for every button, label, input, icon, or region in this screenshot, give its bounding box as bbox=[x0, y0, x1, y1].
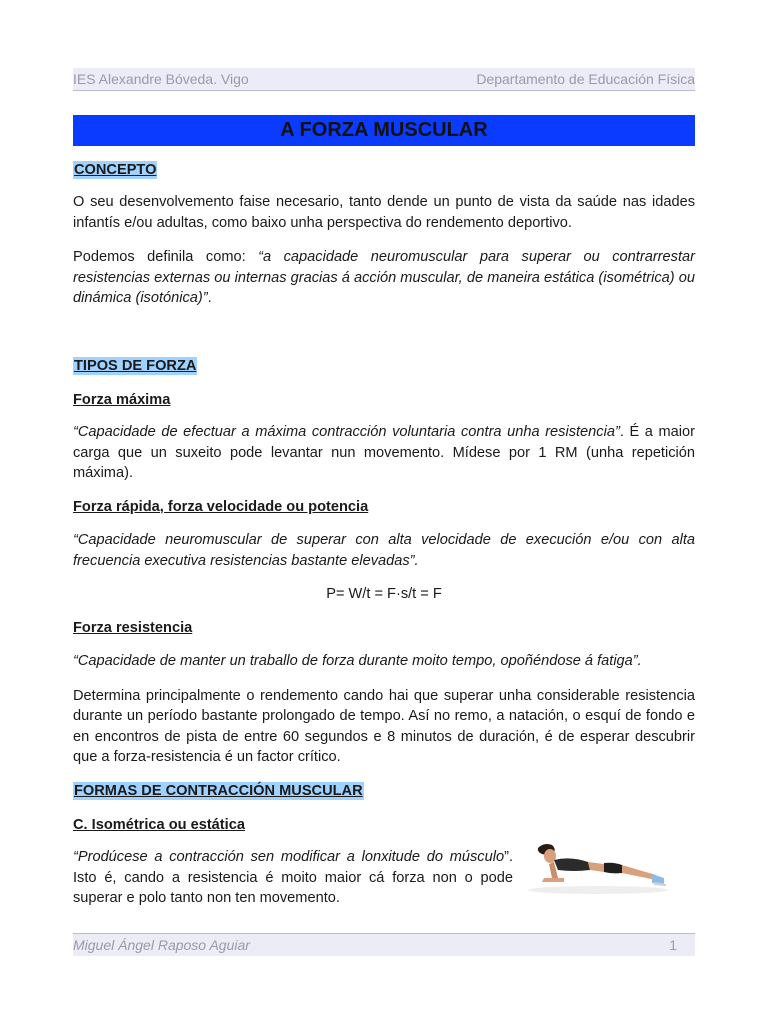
isometrica-paragraph bbox=[73, 847, 513, 909]
page-number: 1 bbox=[669, 937, 677, 953]
forza-maxima-text: . É a maior carga que un suxeito pode levantar nun movemento. Mídese por 1 RM (unha repetición máxima). bbox=[73, 424, 695, 481]
definition-lead: Podemos definila como: bbox=[73, 249, 259, 265]
page-title: A FORZA MUSCULAR bbox=[280, 119, 488, 141]
concepto-paragraph-1: O seu desenvolvemento faise necesario, tanto dende un punto de vista da saúde nas idades infantís e/ou adultas, como baixo unha perspectiva do rendemento deportivo. bbox=[73, 194, 695, 231]
plank-exercise-image bbox=[518, 812, 678, 908]
section-heading-concepto: CONCEPTO bbox=[74, 162, 157, 178]
section-heading-formas: FORMAS DE CONTRACCIÓN MUSCULAR bbox=[74, 782, 363, 799]
footer-author: Miguel Ángel Raposo Aguiar bbox=[73, 937, 250, 953]
definition-end: . bbox=[207, 290, 212, 306]
forza-maxima-quote: “Capacidade de efectuar a máxima contracción voluntaria contra unha resistencia” bbox=[73, 424, 620, 440]
forza-maxima-paragraph bbox=[73, 422, 695, 484]
concepto-paragraph-2 bbox=[73, 247, 695, 309]
document-body bbox=[73, 160, 695, 909]
title-banner bbox=[73, 115, 695, 146]
subheading-forza-resistencia: Forza resistencia bbox=[73, 619, 193, 636]
page-header bbox=[73, 68, 695, 91]
subheading-forza-rapida: Forza rápida, forza velocidade ou potencia bbox=[73, 498, 369, 515]
forza-resistencia-quote: “Capacidade de manter un traballo de forza durante moito tempo, opoñéndose á fatiga”. bbox=[73, 653, 642, 669]
section-heading-tipos: TIPOS DE FORZA bbox=[74, 357, 197, 374]
power-formula: P= W/t = F·s/t = F bbox=[326, 586, 442, 602]
page-footer bbox=[73, 933, 695, 956]
subheading-isometrica: C. Isométrica ou estática bbox=[73, 816, 245, 833]
forza-rapida-quote: “Capacidade neuromuscular de superar con alta velocidade de execución e/ou con alta frecuencia executiva resistencias bastante elevadas”. bbox=[73, 532, 695, 569]
plank-figure-icon bbox=[518, 812, 678, 908]
header-school: IES Alexandre Bóveda. Vigo bbox=[73, 71, 249, 87]
forza-resistencia-paragraph: Determina principalmente o rendemento cando hai que superar unha considerable resistencia durante un período bastante prolongado de tempo. Así no remo, a natación, o esquí de fondo e en encontros de pista de entre 60 segundos e 8 minutos de duración, é de esperar descubrir que a forza-resistencia é un factor crítico. bbox=[73, 687, 695, 765]
subheading-forza-maxima: Forza máxima bbox=[73, 391, 171, 408]
isometrica-quote: “Prodúcese a contracción sen modificar a lonxitude do músculo bbox=[73, 849, 505, 865]
header-department: Departamento de Educación Física bbox=[476, 71, 695, 87]
isometrica-text: ”. Isto é, cando a resistencia é moito maior cá forza non o pode superar e polo tanto non ten movemento. bbox=[73, 849, 513, 906]
definition-quote: “a capacidade neuromuscular para superar ou contrarrestar resistencias externas ou internas gracias á acción muscular, de maneira estática (isométrica) ou dinámica (isotónica)” bbox=[73, 249, 695, 306]
